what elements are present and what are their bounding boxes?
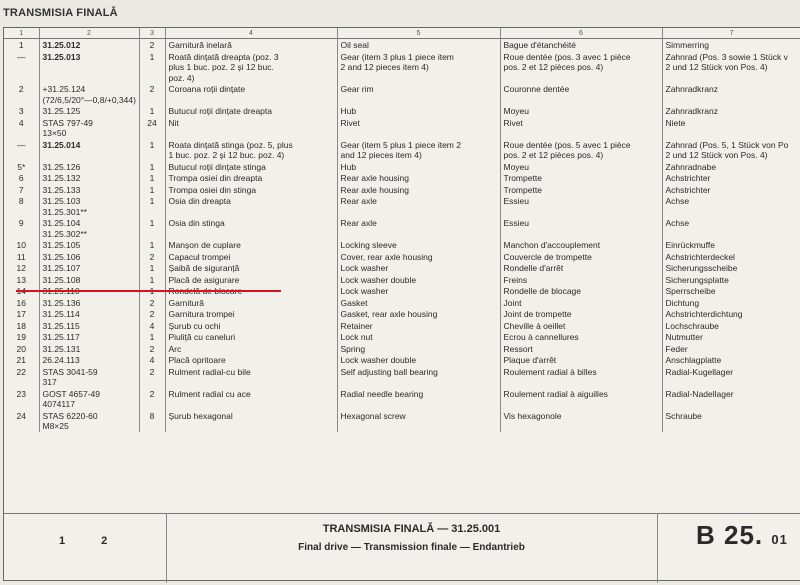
name-german: Anschlagplatte <box>662 354 800 366</box>
name-english: Retainer <box>337 320 500 332</box>
name-romanian: Placă opritoare <box>165 354 337 366</box>
name-french: Rondelle de blocage <box>500 285 662 297</box>
name-english: Radial needle bearing <box>337 388 500 410</box>
name-romanian: Șaibă de siguranță <box>165 262 337 274</box>
name-english: Lock washer <box>337 262 500 274</box>
column-header: 4 <box>165 28 337 39</box>
name-german: Nutmutter <box>662 331 800 343</box>
name-french: Essieu <box>500 217 662 239</box>
part-code: 31.25.133 <box>39 184 139 196</box>
name-german: Sicherungsplatte <box>662 274 800 286</box>
part-code: 31.25.117 <box>39 331 139 343</box>
parts-sheet <box>3 27 800 581</box>
table-row <box>4 161 800 173</box>
item-number: 18 <box>16 320 26 331</box>
table-row <box>4 320 800 332</box>
table-row <box>4 354 800 366</box>
name-french: Moyeu <box>500 105 662 117</box>
name-french: Ecrou à cannellures <box>500 331 662 343</box>
name-english: Cover, rear axle housing <box>337 251 500 263</box>
name-romanian: Rulment radial cu ace <box>165 388 337 410</box>
item-number: 21 <box>16 355 26 365</box>
name-romanian: Șurub cu ochi <box>165 320 337 332</box>
part-code: +31.25.124 (72/6,5/20°—0,8/+0,344) <box>39 83 139 105</box>
red-highlight-line <box>16 290 281 292</box>
column-header: 1 <box>4 28 39 39</box>
name-romanian: Osia din dreapta <box>165 195 337 217</box>
part-code: 31.25.131 <box>39 343 139 355</box>
name-french: Roue dentée (pos. 3 avec 1 pièce pos. 2 et 12 pièces pos. 4) <box>500 51 662 84</box>
table-row <box>4 343 800 355</box>
item-number: 10 <box>16 240 26 250</box>
quantity: 4 <box>139 320 165 332</box>
item-number: 13 <box>16 274 26 285</box>
table-row <box>4 172 800 184</box>
name-romanian: Piuliță cu caneluri <box>165 331 337 343</box>
name-german: Niete <box>662 117 800 139</box>
sheet-code-sub: 01 <box>771 532 788 547</box>
name-romanian: Manșon de cuplare <box>165 239 337 251</box>
name-romanian: Butucul roții dințate dreapta <box>165 105 337 117</box>
name-german: Schraube <box>662 410 800 432</box>
name-french: Plaque d'arrêt <box>500 354 662 366</box>
name-german: Dichtung <box>662 297 800 309</box>
table-row <box>4 39 800 51</box>
name-german: Sicherungsscheibe <box>662 262 800 274</box>
table-row <box>4 195 800 217</box>
name-english: Gear rim <box>337 83 500 105</box>
part-code: 31.25.125 <box>39 105 139 117</box>
item-number: 9 <box>18 218 24 228</box>
item-number: 22 <box>16 366 26 377</box>
name-english: Gear (item 3 plus 1 piece item 2 and 12 pieces item 4) <box>337 51 500 84</box>
table-row <box>4 308 800 320</box>
footer-divider <box>657 514 658 583</box>
quantity: 1 <box>139 217 165 239</box>
item-number: 17 <box>16 309 26 319</box>
name-french: Moyeu <box>500 161 662 173</box>
quantity: 1 <box>139 139 165 161</box>
name-english: Gasket, rear axle housing <box>337 308 500 320</box>
quantity: 24 <box>139 117 165 139</box>
item-number: 16 <box>16 297 26 308</box>
quantity: 2 <box>139 308 165 320</box>
page-title: TRANSMISIA FINALĂ <box>3 7 118 19</box>
table-row <box>4 388 800 410</box>
name-french: Trompette <box>500 184 662 196</box>
name-german: Zahnrad (Pos. 3 sowie 1 Stück v 2 und 12 Stück von Pos. 4) <box>662 51 800 84</box>
name-english: Hub <box>337 105 500 117</box>
name-german: Simmerring <box>662 39 800 51</box>
name-german: Radial-Kugellager <box>662 366 800 388</box>
name-romanian: Trompa osiei din stinga <box>165 184 337 196</box>
item-number: — <box>17 51 26 62</box>
column-header: 3 <box>139 28 165 39</box>
quantity: 2 <box>139 297 165 309</box>
item-number: 19 <box>16 332 26 342</box>
quantity: 2 <box>139 39 165 51</box>
column-header: 6 <box>500 28 662 39</box>
item-number: 7 <box>18 184 24 195</box>
item-number: — <box>17 139 26 150</box>
name-french: Vis hexagonole <box>500 410 662 432</box>
part-code: 31.25.115 <box>39 320 139 332</box>
footer-title: TRANSMISIA FINALĂ — 31.25.001 <box>322 523 501 535</box>
name-french: Rivet <box>500 117 662 139</box>
quantity: 8 <box>139 410 165 432</box>
name-romanian: Capacul trompei <box>165 251 337 263</box>
name-german: Achstrichterdeckel <box>662 251 800 263</box>
name-french: Trompette <box>500 172 662 184</box>
name-french: Essieu <box>500 195 662 217</box>
column-header: 2 <box>39 28 139 39</box>
name-romanian: Osia din stinga <box>165 217 337 239</box>
quantity: 2 <box>139 83 165 105</box>
table-row <box>4 297 800 309</box>
name-romanian: Rulment radial-cu bile <box>165 366 337 388</box>
name-romanian: Garnitură inelară <box>165 39 337 51</box>
item-number: 11 <box>16 251 26 262</box>
name-romanian: Garnitură <box>165 297 337 309</box>
table-row <box>4 331 800 343</box>
table-row <box>4 139 800 161</box>
name-english: Rear axle housing <box>337 172 500 184</box>
name-romanian: Arc <box>165 343 337 355</box>
quantity: 1 <box>139 51 165 84</box>
name-romanian: Coroana roții dințate <box>165 83 337 105</box>
name-german: Achstrichterdichtung <box>662 308 800 320</box>
part-code: 26.24.113 <box>39 354 139 366</box>
name-french: Freins <box>500 274 662 286</box>
table-row <box>4 105 800 117</box>
part-code: STAS 3041-59 317 <box>39 366 139 388</box>
name-german: Achstrichter <box>662 184 800 196</box>
table-header-row <box>4 28 800 39</box>
name-english: Oil seal <box>337 39 500 51</box>
table-row <box>4 251 800 263</box>
part-code: 31.25.106 <box>39 251 139 263</box>
quantity: 1 <box>139 195 165 217</box>
item-number: 5* <box>17 161 26 172</box>
name-french: Ressort <box>500 343 662 355</box>
quantity: 1 <box>139 331 165 343</box>
name-english: Locking sleeve <box>337 239 500 251</box>
name-english: Gear (item 5 plus 1 piece item 2 and 12 pieces item 4) <box>337 139 500 161</box>
table-row <box>4 83 800 105</box>
item-number: 4 <box>18 117 24 128</box>
part-code: 31.25.107 <box>39 262 139 274</box>
name-german: Radial-Nadellager <box>662 388 800 410</box>
name-english: Hexagonal screw <box>337 410 500 432</box>
quantity: 4 <box>139 354 165 366</box>
part-code: STAS 797-49 13×50 <box>39 117 139 139</box>
sheet-code <box>696 520 788 551</box>
name-french: Cheville à oeillet <box>500 320 662 332</box>
name-romanian: Placă de asigurare <box>165 274 337 286</box>
name-german: Sperrscheibe <box>662 285 800 297</box>
quantity: 1 <box>139 239 165 251</box>
name-romanian: Trompa osiei din dreapta <box>165 172 337 184</box>
table-row <box>4 366 800 388</box>
quantity: 1 <box>139 161 165 173</box>
quantity: 2 <box>139 366 165 388</box>
name-romanian: Roata dințată stinga (poz. 5, plus 1 buc. poz. 2 și 12 buc. poz. 4) <box>165 139 337 161</box>
name-german: Einrückmuffe <box>662 239 800 251</box>
page-numbers <box>59 535 143 547</box>
part-code: 31.25.103 31.25.301** <box>39 195 139 217</box>
item-number: 2 <box>18 84 24 94</box>
quantity: 1 <box>139 184 165 196</box>
name-french: Roulement radial à aiguilles <box>500 388 662 410</box>
part-code: 31.25.105 <box>39 239 139 251</box>
table-row <box>4 274 800 286</box>
name-german: Lochschraube <box>662 320 800 332</box>
footer-subtitle: Final drive — Transmission finale — Endantrieb <box>298 542 525 553</box>
part-code: 31.25.104 31.25.302** <box>39 217 139 239</box>
name-english: Rivet <box>337 117 500 139</box>
name-german: Zahnradnabe <box>662 161 800 173</box>
name-german: Achse <box>662 217 800 239</box>
name-english: Lock washer <box>337 285 500 297</box>
name-german: Feder <box>662 343 800 355</box>
table-row <box>4 262 800 274</box>
name-french: Rondelle d'arrêt <box>500 262 662 274</box>
name-romanian: Șurub hexagonal <box>165 410 337 432</box>
item-number: 12 <box>16 263 26 273</box>
column-header: 5 <box>337 28 500 39</box>
name-french: Couvercle de trompette <box>500 251 662 263</box>
name-german: Achse <box>662 195 800 217</box>
quantity: 1 <box>139 262 165 274</box>
name-english: Lock washer double <box>337 354 500 366</box>
name-english: Spring <box>337 343 500 355</box>
item-number: 24 <box>16 410 26 421</box>
quantity: 2 <box>139 343 165 355</box>
sheet-code-main: B 25. <box>696 520 764 550</box>
name-french: Manchon d'accouplement <box>500 239 662 251</box>
table-row <box>4 117 800 139</box>
name-german: Zahnradkranz <box>662 83 800 105</box>
quantity: 1 <box>139 172 165 184</box>
table-row <box>4 51 800 84</box>
name-english: Rear axle <box>337 195 500 217</box>
part-code: 31.25.132 <box>39 172 139 184</box>
part-code: 31.25.012 <box>39 39 139 51</box>
name-english: Lock nut <box>337 331 500 343</box>
part-code: 31.25.013 <box>39 51 139 84</box>
page-number: 2 <box>101 535 108 547</box>
quantity: 1 <box>139 274 165 286</box>
table-row <box>4 410 800 432</box>
item-number: 1 <box>18 40 24 50</box>
name-romanian: Nit <box>165 117 337 139</box>
item-number: 20 <box>16 343 26 354</box>
column-header: 7 <box>662 28 800 39</box>
table-row <box>4 239 800 251</box>
part-code: 31.25.014 <box>39 139 139 161</box>
name-romanian: Roată dințată dreapta (poz. 3 plus 1 buc. poz. 2 și 12 buc. poz. 4) <box>165 51 337 84</box>
name-english: Lock washer double <box>337 274 500 286</box>
table-row <box>4 184 800 196</box>
quantity: 2 <box>139 251 165 263</box>
name-english: Rear axle housing <box>337 184 500 196</box>
name-english: Self adjusting ball bearing <box>337 366 500 388</box>
item-number: 3 <box>18 106 24 116</box>
footer <box>4 513 800 583</box>
part-code: 31.25.114 <box>39 308 139 320</box>
quantity: 1 <box>139 105 165 117</box>
name-french: Roulement radial à billes <box>500 366 662 388</box>
name-german: Zahnrad (Pos. 5, 1 Stück von Po 2 und 12 Stück von Pos. 4) <box>662 139 800 161</box>
page-number: 1 <box>59 535 66 547</box>
item-number: 8 <box>18 196 24 206</box>
name-french: Joint <box>500 297 662 309</box>
name-french: Bague d'étanchéité <box>500 39 662 51</box>
part-code: 31.25.108 <box>39 274 139 286</box>
name-romanian: Butucul roții dințate stinga <box>165 161 337 173</box>
name-english: Rear axle <box>337 217 500 239</box>
part-code: STAS 6220-60 M8×25 <box>39 410 139 432</box>
part-code: GOST 4657-49 4074117 <box>39 388 139 410</box>
part-code: 31.25.136 <box>39 297 139 309</box>
parts-table <box>4 28 800 432</box>
table-row <box>4 217 800 239</box>
item-number: 23 <box>16 388 26 399</box>
name-english: Hub <box>337 161 500 173</box>
name-german: Achstrichter <box>662 172 800 184</box>
part-code: 31.25.126 <box>39 161 139 173</box>
quantity: 2 <box>139 388 165 410</box>
name-german: Zahnradkranz <box>662 105 800 117</box>
name-french: Roue dentée (pos. 5 avec 1 pièce pos. 2 et 12 pièces pos. 4) <box>500 139 662 161</box>
name-french: Joint de trompette <box>500 308 662 320</box>
name-english: Gasket <box>337 297 500 309</box>
item-number: 6 <box>18 173 24 183</box>
name-french: Couronne dentée <box>500 83 662 105</box>
name-romanian: Garnitura trompei <box>165 308 337 320</box>
